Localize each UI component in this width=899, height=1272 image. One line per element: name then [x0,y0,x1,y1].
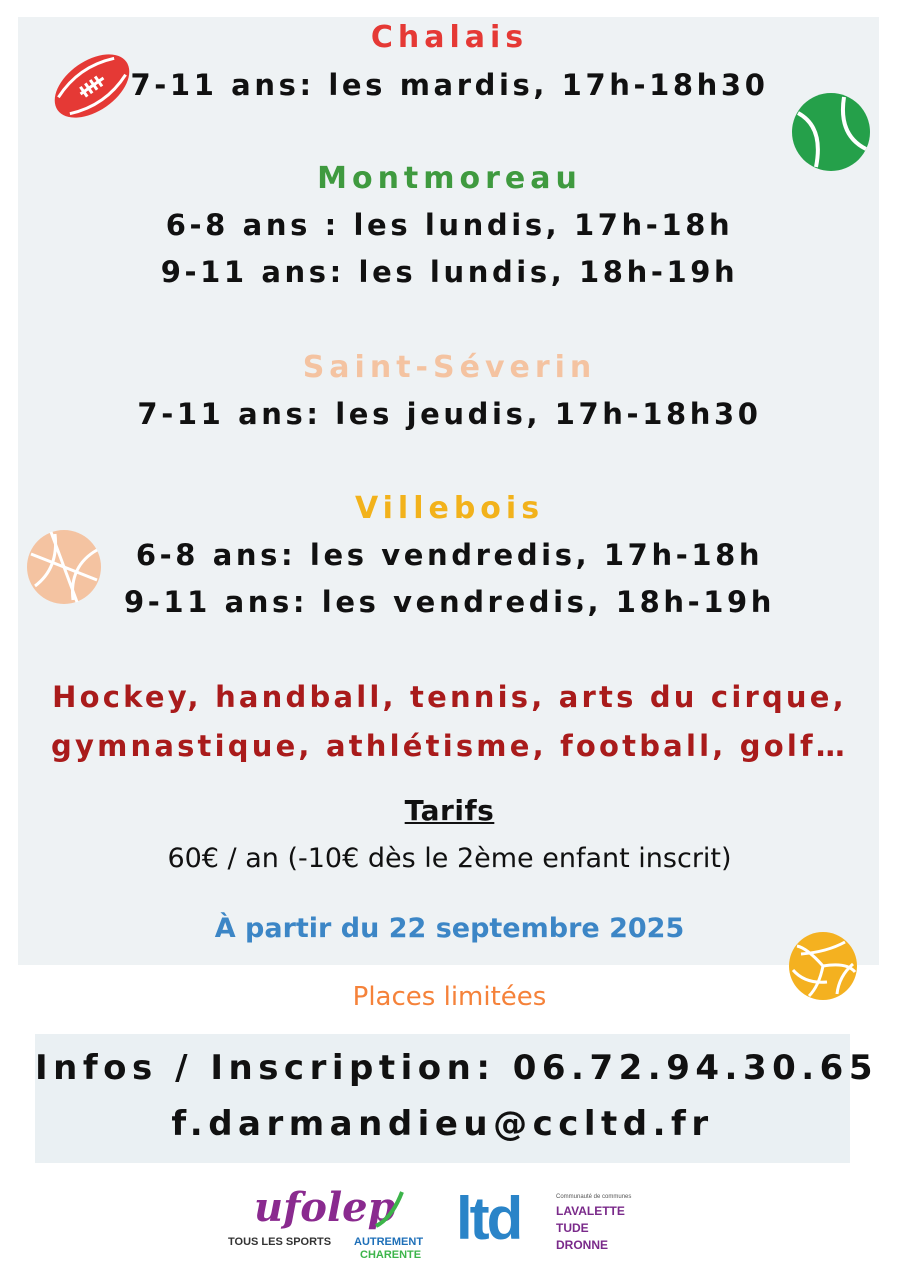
schedule-chalais-1: 7-11 ans: les mardis, 17h-18h30 [130,68,769,102]
contact-email: f.darmandieu@ccltd.fr [171,1104,714,1144]
rugby-ball-icon [48,46,136,126]
town-villebois: Villebois [354,491,545,526]
ltd-wordmark: ltd [456,1185,521,1252]
ltd-line-2: TUDE [556,1221,589,1235]
ltd-small-label: Communauté de communes [556,1194,632,1200]
tarifs-title: Tarifs [404,794,495,827]
contact-box [35,1034,878,1163]
ltd-logo [456,1185,636,1260]
ltd-line-3: DRONNE [556,1238,609,1252]
sports-line-2: gymnastique, athlétisme, football, golf… [51,729,848,763]
volleyball-icon [787,930,859,1002]
places-limitees: Places limitées [352,982,547,1012]
ufolep-swoosh-icon [374,1190,404,1230]
ufolep-logo [226,1184,436,1262]
schedule-villebois-1: 6-8 ans: les vendredis, 17h-18h [135,538,764,572]
tennis-ball-icon [790,91,872,173]
ufolep-tagline-right-1: AUTREMENT [354,1236,424,1248]
town-montmoreau: Montmoreau [317,161,582,196]
sports-line-1: Hockey, handball, tennis, arts du cirque, [52,680,847,714]
schedule-montmoreau-1: 6-8 ans : les lundis, 17h-18h [165,208,734,242]
town-chalais: Chalais [370,20,529,55]
schedule-saint-severin-1: 7-11 ans: les jeudis, 17h-18h30 [137,397,762,431]
schedule-montmoreau-2: 9-11 ans: les lundis, 18h-19h [160,255,739,289]
ltd-line-1: LAVALETTE [556,1204,625,1218]
ufolep-wordmark: ufolep [254,1184,396,1231]
contact-phone: Infos / Inscription: 06.72.94.30.65 [35,1048,878,1088]
basketball-icon [25,528,103,606]
start-date: À partir du 22 septembre 2025 [214,913,685,944]
town-saint-severin: Saint-Séverin [302,350,597,385]
tarifs-text: 60€ / an (-10€ dès le 2ème enfant inscrit) [167,843,732,874]
ufolep-tagline-left: TOUS LES SPORTS [228,1236,332,1248]
ufolep-tagline-right-2: CHARENTE [360,1249,422,1261]
schedule-villebois-2: 9-11 ans: les vendredis, 18h-19h [123,585,776,619]
